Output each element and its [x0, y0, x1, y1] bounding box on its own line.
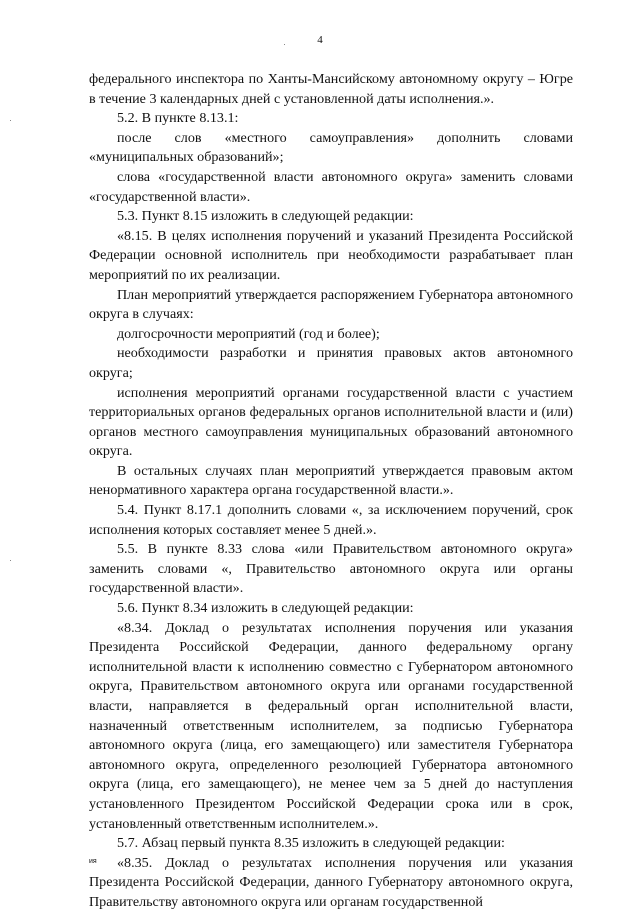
paragraph: долгосрочности мероприятий (год и более); — [117, 325, 380, 342]
paragraph: «8.34. Доклад о результатах исполнения поручения или указания Президента Российской Федерации, данного федеральному органу исполнительной власти к исполнению совместно с Губернатором автономного округа, Правительством автономного округа или органами государственной власти, направляется в федеральный орган исполнительной власти, назначенный ответственным исполнителем, за подписью Губернатора автономного округа (лица, его замещающего) или заместителя Губернатора автономного округа, определенного резолюцией Губернатора автономного округа (лица, его замещающего), не менее чем за 5 дней до наступления установленного Президентом Российской Федерации срока или в срок, установленный ответственным исполнителем.». — [89, 619, 573, 832]
paragraph: 5.3. Пункт 8.15 изложить в следующей редакции: — [117, 208, 414, 225]
document-body — [89, 70, 573, 913]
paragraph: исполнения мероприятий органами государственной власти с участием территориальных органов федеральных органов исполнительной власти и (или) органов местного самоуправления муниципальных образований автономного округа. — [89, 384, 573, 460]
paragraph: План мероприятий утверждается распоряжением Губернатора автономного округа в случаях: — [89, 286, 573, 323]
paragraph: федерального инспектора по Ханты-Мансийскому автономному округу – Югре в течение 3 календарных дней с установленной даты исполнения.». — [89, 71, 573, 107]
paragraph: 5.5. В пункте 8.33 слова «или Правительством автономного округа» заменить словами «, Правительство автономного округа или органы государственной власти». — [89, 541, 573, 597]
paragraph: 5.7. Абзац первый пункта 8.35 изложить в следующей редакции: — [117, 835, 505, 852]
paragraph: слова «государственной власти автономного округа» заменить словами «государственной власти». — [89, 168, 573, 205]
paragraph: В остальных случаях план мероприятий утверждается правовым актом ненормативного характера органа государственной власти.». — [89, 462, 573, 499]
paragraph: «8.35. Доклад о результатах исполнения поручения или указания Президента Российской Федерации, данного Губернатору автономного округа, Правительству автономного округа или органам государственной — [89, 854, 573, 910]
scan-speck — [284, 44, 285, 45]
paragraph: «8.15. В целях исполнения поручений и указаний Президента Российской Федерации основной исполнитель при необходимости разрабатывает план мероприятий по их реализации. — [89, 227, 573, 283]
paragraph: 5.4. Пункт 8.17.1 дополнить словами «, за исключением поручений, срок исполнения которых составляет менее 5 дней.». — [89, 502, 573, 538]
paragraph: необходимости разработки и принятия правовых актов автономного округа; — [89, 345, 573, 381]
scan-speck — [10, 560, 11, 561]
scan-speck — [10, 120, 11, 121]
footer-code: ия — [89, 858, 97, 865]
page-number: 4 — [317, 34, 323, 46]
paragraph: 5.6. Пункт 8.34 изложить в следующей редакции: — [117, 600, 414, 617]
paragraph: 5.2. В пункте 8.13.1: — [117, 110, 239, 127]
paragraph: после слов «местного самоуправления» дополнить словами «муниципальных образований»; — [89, 129, 573, 166]
